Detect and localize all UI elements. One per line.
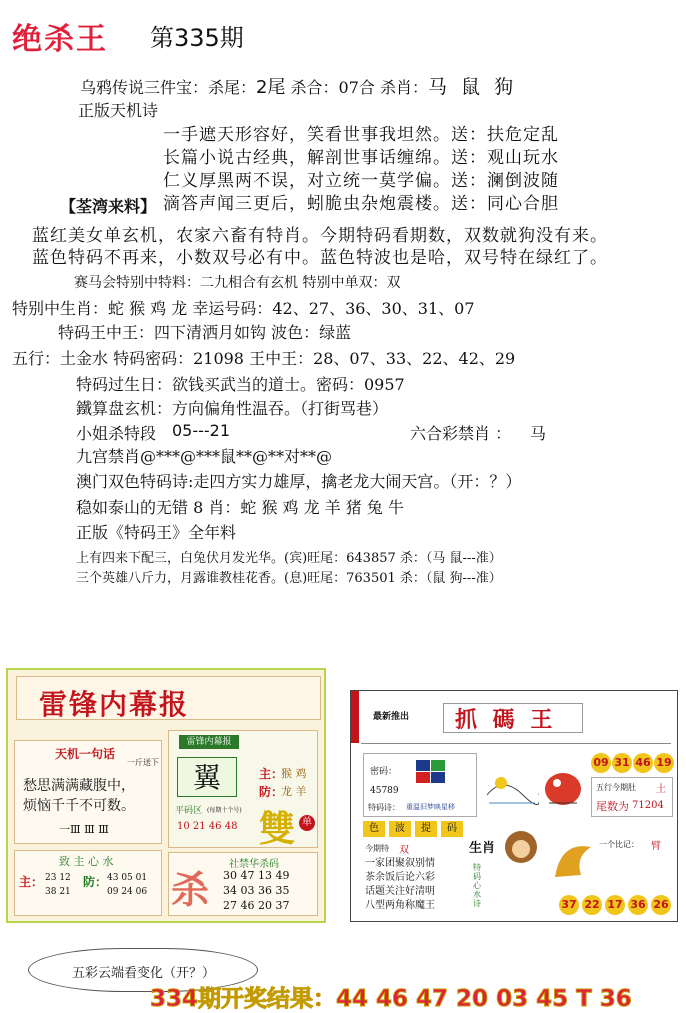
pw-label: 密码： <box>370 767 398 777</box>
sky-panel <box>14 740 162 844</box>
fang-value: 龙 羊 <box>281 785 307 798</box>
control-label: 致 主 心 水 <box>59 855 114 868</box>
nums-b-1: 43 05 01 <box>107 873 148 883</box>
society-nums-3: 27 46 20 37 <box>223 899 290 912</box>
crow-tail: 2尾 <box>256 77 286 98</box>
monkey-illustration <box>501 827 541 867</box>
zhuamawang-board <box>350 690 678 922</box>
taiwan-label: 【荃湾来料】 <box>60 197 157 216</box>
sky-label: 天机一句话 <box>55 747 116 761</box>
taiwan-line-1: 蓝红美女单玄机，农家六畜有特肖。今期特码看期数，双数就狗没有来。 <box>32 226 608 246</box>
leifeng-title: 雷锋内幕报 <box>39 688 190 721</box>
leifeng-header <box>16 676 321 720</box>
chip-4: 码 <box>441 821 463 837</box>
macau-line: 澳门双色特码诗:走四方实力雄厚，擒老龙大闹天宫。（开：？） <box>76 472 522 491</box>
birthday-line: 特码过生日：欲钱买武当的道士。密码：0957 <box>76 375 405 394</box>
chip-3: 提 <box>415 821 437 837</box>
chip-2: 波 <box>389 821 411 837</box>
stable-line: 稳如泰山的无错 8 肖：蛇 猴 鸡 龙 羊 猪 兔 牛 <box>76 498 404 517</box>
page-title: 绝杀王 <box>12 22 108 57</box>
sky-text-1: 愁思满满藏腹中， <box>23 778 135 794</box>
annual-line-1: 上有四来下配三，白兔伏月发光华。(宾)旺尾：643857 杀：（马 鼠---准） <box>76 551 502 566</box>
crow-zodiac: 马 鼠 狗 <box>428 76 518 98</box>
zhu-value: 猴 鸡 <box>281 767 307 780</box>
ball-top-1: 09 <box>591 753 611 773</box>
kill-char: 杀 <box>171 867 210 912</box>
tail-label: 尾数为 <box>596 800 629 813</box>
wing-char: 翼 <box>177 757 237 797</box>
issue-number: 第335期 <box>150 24 244 52</box>
poem-line-2: 长篇小说古经典，解剖世事话缠绵。送：观山玩水 <box>163 148 559 168</box>
red-accent-bar <box>351 691 359 743</box>
sky-text-2: 烦恼千千不可数。 <box>23 798 135 814</box>
pair-value: 臂 <box>651 841 661 852</box>
new-tag: 最新推出 <box>373 712 410 722</box>
ball-top-4: 19 <box>654 753 674 773</box>
race-clue: 二九相合有玄机 <box>200 275 298 291</box>
verse-2: 茶余饭后论六彩 <box>365 872 435 883</box>
fang-label: 防： <box>259 785 284 799</box>
poem-title: 正版天机诗 <box>78 101 159 120</box>
verse-4: 八型两角称魔王 <box>365 900 435 911</box>
annual-line-2: 三个英雄八斤力，月露谁教桂花香。(息)旺尾：763501 杀：（鼠 狗---准） <box>76 571 502 586</box>
nums-b-2: 09 24 06 <box>107 887 148 897</box>
verse-1: 一家团聚叙别情 <box>365 858 435 869</box>
divider <box>361 743 671 744</box>
race-odd-even: 双 <box>386 275 401 291</box>
result-label: 334期开奖结果： <box>150 986 337 1012</box>
crow-mid: 杀合：07合 杀肖： <box>285 78 429 97</box>
poem-line-4: 滴答声闻三更后，蚓脆虫杂炮震楼。送：同心合胆 <box>163 194 559 214</box>
society-label: 社禁华杀码 <box>229 859 279 870</box>
sky-sub: 一斤送下 <box>127 758 159 767</box>
single-char: 单 <box>299 815 315 831</box>
crow-label: 乌鸦传说三件宝：杀尾： <box>80 78 257 97</box>
race-odd-even-label: 特别中单双： <box>298 275 387 291</box>
annual-title: 正版《特码王》全年料 <box>76 523 237 542</box>
king-line: 特码王中王：四下清洒月如钩 波色：绿蓝 <box>58 323 352 342</box>
sky-tail: 一Ⅲ Ⅲ Ⅲ <box>59 823 109 836</box>
abacus-line: 鐵算盘玄机：方向偏角性温吞。（打街骂巷） <box>76 399 389 418</box>
control-panel <box>14 850 162 916</box>
verse-3: 话题关注好清明 <box>365 886 435 897</box>
poem-label-small: 特码诗： <box>368 803 400 812</box>
nine-palace-line: 九宫禁肖@***@***鼠**@**对**@ <box>76 447 333 466</box>
ball-bottom-3: 17 <box>605 895 625 915</box>
zhu-label: 主： <box>259 767 284 781</box>
flat-numbers: 10 21 46 48 <box>177 821 238 832</box>
pair-label: 一个比记： <box>599 840 639 849</box>
today-label: 今期特 <box>365 844 389 853</box>
chip-1: 色 <box>363 821 385 837</box>
result-line <box>150 980 632 1013</box>
tail-value: 71204 <box>632 800 664 811</box>
seal-text: 特码心水诗 <box>473 863 481 908</box>
tail-panel <box>591 777 673 817</box>
five-value: 土 <box>656 784 666 795</box>
miss-line-value: 05---21 <box>172 421 231 440</box>
race-label: 赛马会特别中特料： <box>74 275 200 291</box>
dragon-illustration <box>551 837 595 881</box>
mascot-illustration <box>539 763 585 811</box>
today-value: 双 <box>399 845 409 856</box>
flat-label: 平码区 <box>175 806 203 816</box>
chip-row <box>363 821 477 839</box>
miss-line-label: 小姐杀特段 <box>76 424 157 443</box>
flat-sub: (每期十个号) <box>207 807 242 814</box>
poem-line-3: 仁义厚黑两不误，对立统一莫学偏。送：澜倒波随 <box>163 171 559 191</box>
cloud-text: 五彩云端看变化（开？） <box>72 966 216 981</box>
crow-line <box>80 72 517 99</box>
leifeng-board <box>6 668 326 923</box>
control-zhu: 主： <box>19 875 44 889</box>
double-char: 雙 <box>259 808 296 850</box>
ball-bottom-1: 37 <box>559 895 579 915</box>
five-label: 五行今期肚 <box>596 783 636 792</box>
pw-value: 45789 <box>370 786 399 796</box>
five-elements-line: 五行：土金水 特码密码：21098 王中王：28、07、33、22、42、29 <box>12 349 516 368</box>
poem-line-1: 一手遮天形容好，笑看世事我坦然。送：扶危定乱 <box>163 125 559 145</box>
sheng-label: 生肖 <box>469 841 496 856</box>
ball-bottom-5: 26 <box>651 895 671 915</box>
center-panel <box>168 730 318 848</box>
special-zodiac-line: 特别中生肖：蛇 猴 鸡 龙 幸运号码：42、27、36、30、31、07 <box>12 299 475 318</box>
ball-bottom-2: 22 <box>582 895 602 915</box>
logo-icon <box>416 760 448 786</box>
control-fang: 防： <box>83 875 108 889</box>
center-banner: 雷锋内幕报 <box>179 735 239 749</box>
ball-bottom-4: 36 <box>628 895 648 915</box>
nums-a-1: 23 12 <box>45 873 71 883</box>
taiwan-line-2: 蓝色特码不再来，小数双号必有中。蓝色特波也是哈，双号特在绿红了。 <box>32 248 608 268</box>
zhuamawang-title: 抓 碼 王 <box>455 707 557 733</box>
banned-zodiac-value: 马 <box>530 424 547 443</box>
society-panel <box>168 852 318 916</box>
ball-top-2: 31 <box>612 753 632 773</box>
poem-value-small: 重温旧梦映星移 <box>406 803 455 811</box>
society-nums-2: 34 03 36 35 <box>223 884 290 897</box>
nums-a-2: 38 21 <box>45 887 71 897</box>
ball-top-3: 46 <box>633 753 653 773</box>
banned-zodiac-label: 六合彩禁肖 ： <box>410 424 512 443</box>
password-panel <box>363 753 477 817</box>
race-line <box>74 272 400 292</box>
society-nums-1: 30 47 13 49 <box>223 869 290 882</box>
result-value: 44 46 47 20 03 45 T 36 <box>336 986 632 1012</box>
fishing-illustration <box>483 765 539 809</box>
